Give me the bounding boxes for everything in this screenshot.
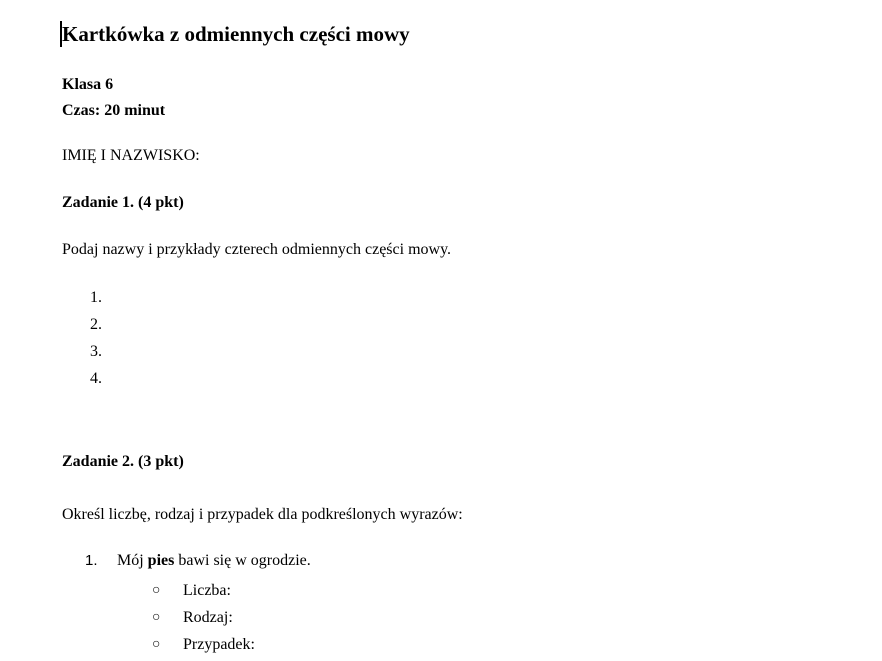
- sentence-text: [117, 547, 311, 574]
- list-item[interactable]: [62, 365, 842, 392]
- list-number: 1.: [90, 289, 102, 306]
- list-number: 4.: [90, 370, 102, 387]
- list-item[interactable]: [62, 284, 842, 311]
- task2-heading[interactable]: Zadanie 2. (3 pkt): [62, 453, 184, 470]
- task1-heading[interactable]: Zadanie 1. (4 pkt): [62, 194, 184, 211]
- meta-block: [62, 72, 842, 124]
- class-line[interactable]: Klasa 6: [62, 76, 114, 93]
- sub-list-item[interactable]: [152, 604, 842, 631]
- document-title[interactable]: Kartkówka z odmiennych części mowy: [62, 22, 410, 46]
- task2-sub-list: [62, 577, 842, 658]
- list-number: 3.: [90, 343, 102, 360]
- sentence-before-bold: Mój: [117, 552, 148, 569]
- underlined-target-word: pies: [147, 552, 175, 569]
- sentence-after-bold: bawi się w ogrodzie.: [174, 552, 311, 569]
- task1-numbered-list: [62, 284, 842, 392]
- text-cursor: [60, 21, 62, 47]
- name-field-label[interactable]: IMIĘ I NAZWISKO:: [62, 147, 200, 164]
- list-item[interactable]: [62, 311, 842, 338]
- sub-list-item[interactable]: [152, 577, 842, 604]
- list-item[interactable]: [62, 338, 842, 365]
- task2-instruction[interactable]: Określ liczbę, rodzaj i przypadek dla podkreślonych wyrazów:: [62, 506, 463, 523]
- sub-item-label: Rodzaj:: [183, 609, 233, 626]
- list-number: 2.: [90, 316, 102, 333]
- sub-item-label: Przypadek:: [183, 636, 255, 653]
- task2-sentence-item[interactable]: [62, 547, 842, 574]
- hollow-circle-bullet-icon: ○: [152, 583, 161, 598]
- time-line[interactable]: Czas: 20 minut: [62, 102, 166, 119]
- sub-item-label: Liczba:: [183, 582, 231, 599]
- hollow-circle-bullet-icon: ○: [152, 610, 161, 625]
- list-number: 1.: [85, 552, 98, 569]
- task1-instruction[interactable]: Podaj nazwy i przykłady czterech odmiennych części mowy.: [62, 241, 452, 258]
- sub-list-item[interactable]: [152, 631, 842, 658]
- hollow-circle-bullet-icon: ○: [152, 637, 161, 652]
